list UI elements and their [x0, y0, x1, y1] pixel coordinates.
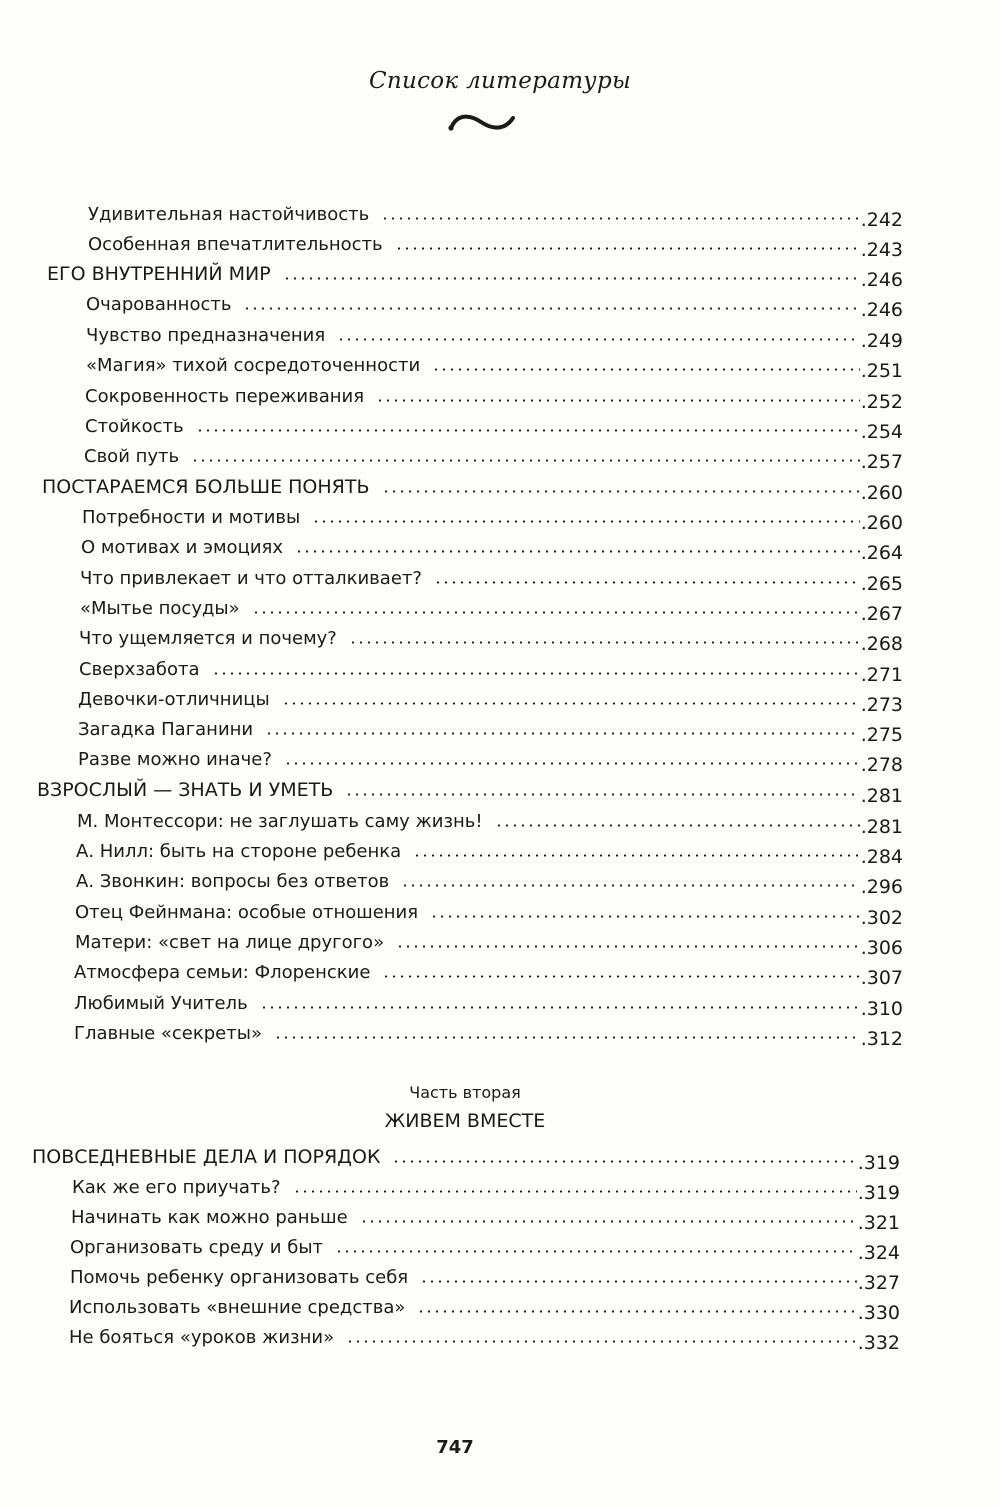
- toc-entry[interactable]: [78, 682, 903, 716]
- toc-entry-page: .284: [860, 846, 903, 868]
- toc-entry-page: .332: [857, 1332, 900, 1354]
- toc-section-entry[interactable]: [47, 257, 903, 291]
- toc-entry-title: Матери: «свет на лице другого»: [75, 932, 385, 953]
- toc-entry-page: .281: [860, 785, 903, 807]
- toc-entry-title: Не бояться «уроков жизни»: [69, 1327, 335, 1348]
- toc-entry-title: М. Монтессори: не заглушать саму жизнь!: [77, 811, 483, 832]
- toc-entry-title: Использовать «внешние средства»: [69, 1297, 406, 1318]
- toc-entry-page: .242: [860, 209, 903, 231]
- leader-dots: [293, 1188, 857, 1194]
- toc-entry-title: Что ущемляется и почему?: [79, 628, 337, 649]
- toc-entry-page: .296: [860, 876, 903, 898]
- toc-section-title: ПОВСЕДНЕВНЫЕ ДЕЛА И ПОРЯДОК: [32, 1146, 381, 1168]
- toc-entry-page: .278: [860, 754, 903, 776]
- toc-entry-title: Чувство предназначения: [86, 325, 326, 346]
- toc-entry-page: .273: [860, 694, 903, 716]
- toc-entry-title: Загадка Паганини: [78, 719, 254, 740]
- toc-entry-page: .330: [857, 1302, 900, 1324]
- leader-dots: [312, 518, 859, 524]
- toc-entry-title: Удивительная настойчивость: [88, 204, 370, 225]
- leader-dots: [401, 882, 859, 888]
- toc-entry[interactable]: [86, 348, 903, 382]
- toc-entry-page: .275: [860, 724, 903, 746]
- toc-entry[interactable]: [84, 439, 903, 473]
- toc-entry-page: .321: [857, 1212, 900, 1234]
- toc-entry-page: .267: [860, 603, 903, 625]
- toc-section-entry[interactable]: [42, 470, 903, 504]
- toc-entry[interactable]: [79, 621, 903, 655]
- part-label: Часть вторая: [409, 1083, 521, 1102]
- toc-entry-title: Атмосфера семьи: Флоренские: [74, 962, 371, 983]
- toc-entry-page: .312: [860, 1028, 903, 1050]
- leader-dots: [284, 760, 860, 766]
- toc-entry-page: .319: [857, 1182, 900, 1204]
- leader-dots: [212, 670, 860, 676]
- part-title: ЖИВЕМ ВМЕСТЕ: [384, 1110, 546, 1132]
- leader-dots: [413, 852, 860, 858]
- toc-entry[interactable]: [74, 955, 903, 989]
- leader-dots: [432, 366, 860, 372]
- leader-dots: [495, 822, 860, 828]
- toc-entry-title: Любимый Учитель: [74, 993, 248, 1014]
- toc-entry-page: .310: [860, 998, 903, 1020]
- toc-entry-page: .324: [857, 1242, 900, 1264]
- leader-dots: [417, 1308, 856, 1314]
- toc-entry-page: .252: [860, 391, 903, 413]
- leader-dots: [382, 488, 860, 494]
- toc-entry[interactable]: [88, 227, 903, 261]
- toc-entry-page: .246: [860, 299, 903, 321]
- toc-entry[interactable]: [70, 1260, 900, 1294]
- toc-section-entry[interactable]: [32, 1140, 900, 1174]
- toc-section-title: ВЗРОСЛЫЙ — ЗНАТЬ И УМЕТЬ: [37, 779, 334, 801]
- toc-entry[interactable]: [80, 591, 903, 625]
- leader-dots: [381, 215, 859, 221]
- toc-entry[interactable]: [82, 500, 903, 534]
- leader-dots: [252, 609, 860, 615]
- toc-entry[interactable]: [75, 925, 903, 959]
- toc-section-title: ЕГО ВНУТРЕННИЙ МИР: [47, 263, 271, 285]
- toc-entry-page: .246: [860, 269, 903, 291]
- toc-entry-page: .307: [860, 967, 903, 989]
- toc-entry-title: А. Звонкин: вопросы без ответов: [76, 871, 390, 892]
- toc-entry[interactable]: [69, 1320, 900, 1354]
- toc-entry-page: .264: [860, 542, 903, 564]
- toc-entry[interactable]: [74, 986, 903, 1020]
- toc-entry-page: .260: [860, 512, 903, 534]
- leader-dots: [392, 1158, 856, 1164]
- leader-dots: [196, 427, 860, 433]
- toc-entry-title: Организовать среду и быт: [70, 1237, 324, 1258]
- toc-entry-page: .249: [860, 330, 903, 352]
- toc-entry[interactable]: [74, 1016, 903, 1050]
- toc-entry-title: Свой путь: [84, 446, 180, 467]
- toc-entry-page: .281: [860, 816, 903, 838]
- leader-dots: [395, 245, 860, 251]
- toc-entry[interactable]: [76, 834, 903, 868]
- toc-entry[interactable]: [85, 409, 903, 443]
- toc-entry-title: Стойкость: [85, 416, 184, 437]
- leader-dots: [434, 579, 860, 585]
- toc-entry-page: .271: [860, 664, 903, 686]
- toc-entry-page: .302: [860, 907, 903, 929]
- leader-dots: [360, 1218, 857, 1224]
- toc-entry-title: О мотивах и эмоциях: [81, 537, 283, 558]
- leader-dots: [265, 730, 860, 736]
- toc-entry-title: Сверхзабота: [79, 659, 200, 680]
- leader-dots: [295, 548, 860, 554]
- toc-entry[interactable]: [86, 318, 903, 352]
- toc-entry[interactable]: [77, 804, 903, 838]
- toc-entry-title: «Мытье посуды»: [80, 598, 240, 619]
- toc-entry-page: .265: [860, 573, 903, 595]
- toc-section-title: ПОСТАРАЕМСЯ БОЛЬШЕ ПОНЯТЬ: [42, 476, 370, 498]
- toc-entry-title: Сокровенность переживания: [85, 386, 365, 407]
- leader-dots: [335, 1248, 857, 1254]
- toc-entry[interactable]: [78, 742, 903, 776]
- leader-dots: [274, 1034, 860, 1040]
- toc-entry-page: .319: [857, 1152, 900, 1174]
- toc-entry[interactable]: [71, 1200, 900, 1234]
- toc-entry[interactable]: [81, 530, 903, 564]
- toc-entry-title: Помочь ребенку организовать себя: [70, 1267, 409, 1288]
- toc-entry-page: .243: [860, 239, 903, 261]
- toc-entry-page: .327: [857, 1272, 900, 1294]
- toc-entry-title: Разве можно иначе?: [78, 749, 272, 770]
- leader-dots: [243, 305, 859, 311]
- toc-entry-page: .257: [860, 451, 903, 473]
- toc-entry[interactable]: [88, 197, 903, 231]
- toc-entry[interactable]: [79, 652, 903, 686]
- toc-entry[interactable]: [70, 1230, 900, 1264]
- toc-entry[interactable]: [75, 895, 903, 929]
- toc-entry[interactable]: [76, 864, 903, 898]
- toc-entry-page: .251: [860, 360, 903, 382]
- toc-entry-page: .306: [860, 937, 903, 959]
- toc-entry-title: «Магия» тихой сосредоточенности: [86, 355, 421, 376]
- leader-dots: [191, 457, 860, 463]
- leader-dots: [376, 397, 860, 403]
- toc-entry-title: Главные «секреты»: [74, 1023, 262, 1044]
- toc-entry-title: Потребности и мотивы: [82, 507, 301, 528]
- toc-entry[interactable]: [86, 287, 903, 321]
- toc-entry-title: Что привлекает и что отталкивает?: [80, 568, 422, 589]
- leader-dots: [346, 1338, 857, 1344]
- leader-dots: [430, 913, 860, 919]
- toc-entry[interactable]: [78, 712, 903, 746]
- toc-entry-title: Начинать как можно раньше: [71, 1207, 348, 1228]
- toc-entry-page: .254: [860, 421, 903, 443]
- toc-entry-page: .268: [860, 633, 903, 655]
- leader-dots: [396, 943, 860, 949]
- toc-entry-title: А. Нилл: быть на стороне ребенка: [76, 841, 402, 862]
- leader-dots: [260, 1004, 860, 1010]
- toc-entry-title: Как же его приучать?: [72, 1177, 281, 1198]
- leader-dots: [283, 275, 860, 281]
- leader-dots: [349, 639, 860, 645]
- toc-entry-title: Особенная впечатлительность: [88, 234, 383, 255]
- toc-entry[interactable]: [72, 1170, 900, 1204]
- toc-entry[interactable]: [69, 1290, 900, 1324]
- page-header-title: Список литературы: [368, 68, 632, 94]
- leader-dots: [337, 336, 859, 342]
- toc-entry-title: Девочки-отличницы: [78, 689, 270, 710]
- page-number: 747: [436, 1437, 474, 1458]
- leader-dots: [345, 791, 859, 797]
- toc-entry-title: Отец Фейнмана: особые отношения: [75, 902, 419, 923]
- leader-dots: [382, 973, 859, 979]
- leader-dots: [282, 700, 860, 706]
- leader-dots: [420, 1278, 857, 1284]
- toc-entry[interactable]: [85, 379, 903, 413]
- toc-section-entry[interactable]: [37, 773, 903, 807]
- toc-entry-page: .260: [860, 482, 903, 504]
- toc-entry[interactable]: [80, 561, 903, 595]
- toc-entry-title: Очарованность: [86, 294, 232, 315]
